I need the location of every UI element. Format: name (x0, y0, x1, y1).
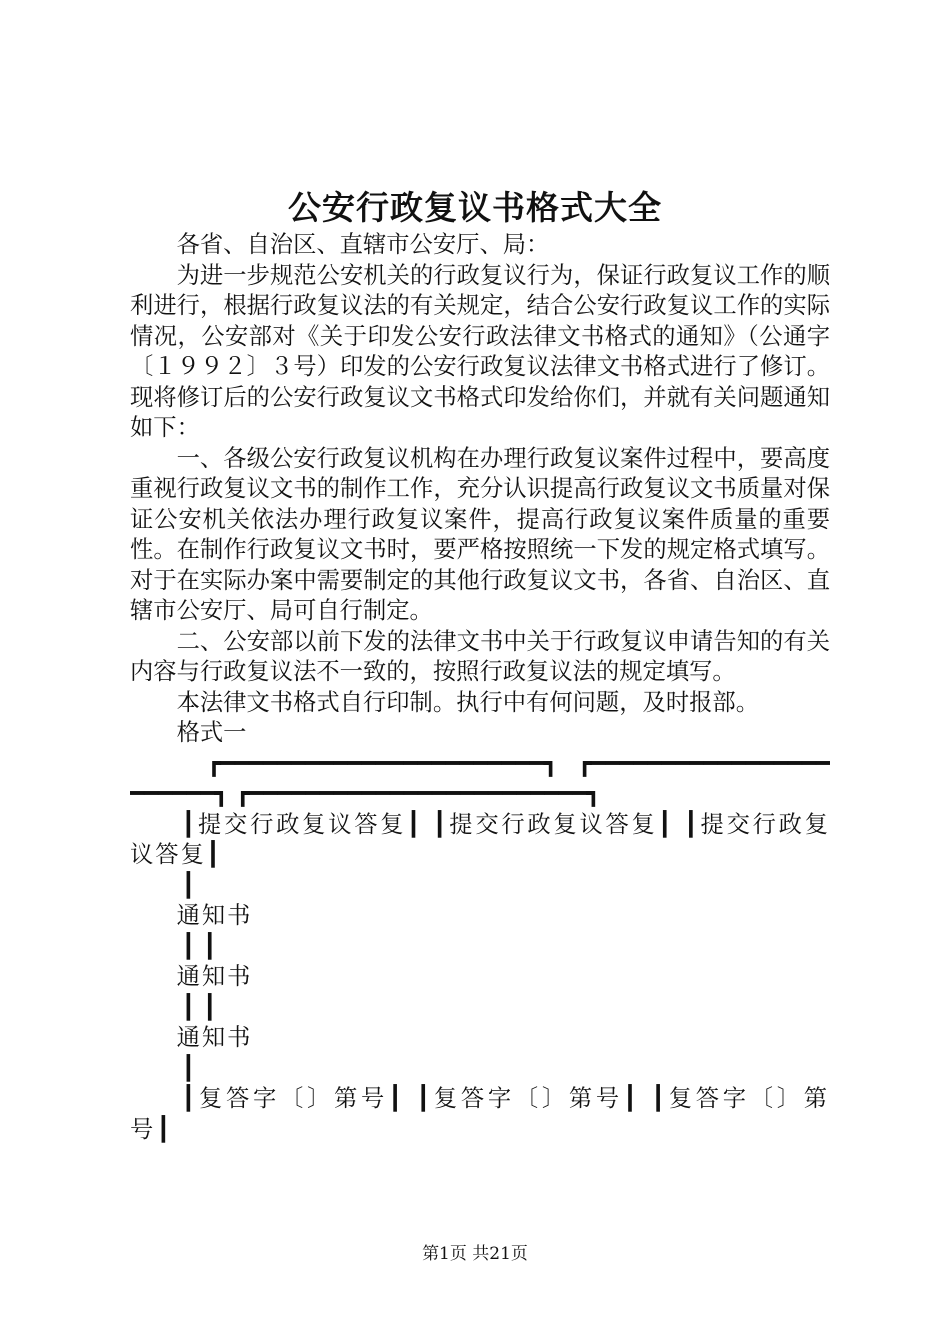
paragraph-closing: 本法律文书格式自行印制。执行中有何问题，及时报部。 (176, 688, 760, 716)
paragraph-item-2: 二、公安部以前下发的法律文书中关于行政复议申请告知的有关内容与行政复议法不一致的，按照行政复议法的规定填写。 (130, 627, 830, 685)
document-title: 公安行政复议书格式大全 (288, 188, 662, 227)
box-row-divider: ┃ (181, 871, 196, 899)
box-row-divider: ┃ ┃ (181, 993, 217, 1021)
document-body (130, 230, 830, 1145)
box-row-title: ┃提交行政复议答复┃ ┃提交行政复议答复┃ ┃提交行政复议答复┃ (130, 810, 830, 868)
paragraph-item-1: 一、各级公安行政复议机构在办理行政复议案件过程中，要高度重视行政复议文书的制作工作，充分认识提高行政复议文书质量对保证公安机关依法办理行政复议案件，提高行政复议案件质量的重要性。在制作行政复议文书时，要严格按照统一下发的规定格式填写。对于在实际办案中需要制定的其他行政复议文书，各省、自治区、直辖市公安厅、局可自行制定。 (130, 444, 830, 624)
box-row-divider: ┃ ┃ (181, 932, 217, 960)
salutation: 各省、自治区、直辖市公安厅、局： (176, 231, 550, 258)
box-row-number: ┃复答字〔〕第号┃ ┃复答字〔〕第号┃ ┃复答字〔〕第号┃ (130, 1085, 830, 1143)
box-row-divider: ┃ (181, 1054, 196, 1082)
box-top-border: ┏━━━━━━━━━━━━━━━━━━━━━━━┓ ┏━━━━━━━━━━━━━━━━━━━━━━━┓ ┏━━━━━━━━━━━━━━━━━━━━━━━━┓ (130, 749, 830, 807)
paragraph-intro: 为进一步规范公安机关的行政复议行为，保证行政复议工作的顺利进行，根据行政复议法的有关规定，结合公安行政复议工作的实际情况，公安部对《关于印发公安行政法律文书格式的通知》（公通字〔１９９２〕３号）印发的公安行政复议法律文书格式进行了修订。现将修订后的公安行政复议文书格式印发给你们，并就有关问题通知如下： (130, 261, 830, 441)
box-row-notice-1: 通知书 (176, 902, 253, 929)
page-footer: 第1页 共21页 (422, 1244, 528, 1264)
format-label: 格式一 (176, 719, 247, 746)
box-row-notice-3: 通知书 (176, 1024, 253, 1051)
box-row-notice-2: 通知书 (176, 963, 253, 990)
